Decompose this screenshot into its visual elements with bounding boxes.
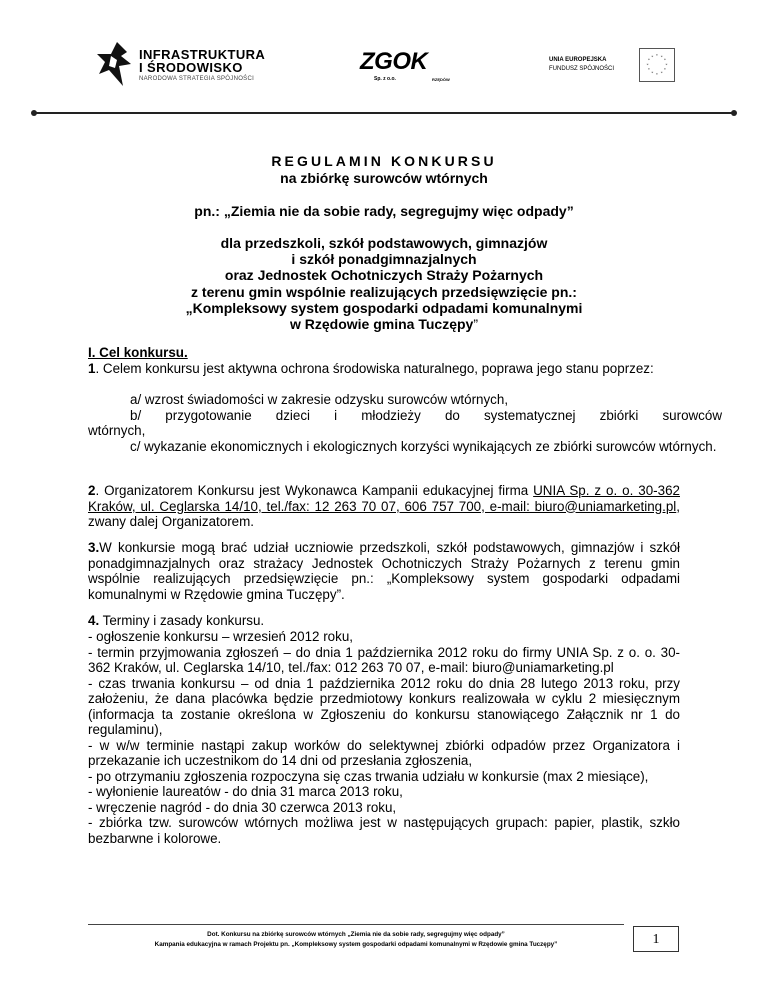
contest-name: pn.: „Ziemia nie da sobie rady, segregujmy więc odpady” — [194, 203, 574, 219]
list-item-c: c/ wykazanie ekonomicznych i ekologicznych korzyści wynikających ze zbiórki surowców wtórnych. — [130, 439, 717, 454]
paragraph-text: W konkursie mogą brać udział uczniowie przedszkoli, szkół podstawowych, gimnazjów i szkół ponadgimnazjalnych oraz strażacy Jednostek Ochotniczych Straży Pożarnych z terenu gmin wspólnie realizujących przedsięwzięcie pn.: „Kompleksowy system gospodarki odpadami komunalnymi w Rzędowie gmina Tuczępy”. — [88, 540, 680, 602]
footer-line-2: Kampania edukacyjna w ramach Projektu pn. „Kompleksowy system gospodarki odpadami komunalnymi w Rzędowie gmina Tuczępy” — [154, 941, 558, 948]
paragraph-text-end: , zwany dalej Organizatorem. — [88, 498, 680, 529]
list-item: - wyłonienie laureatów - do dnia 31 marca 2013 roku, — [88, 784, 403, 799]
list-item: - wręczenie nagród - do dnia 30 czerwca 2013 roku, — [88, 799, 397, 815]
audience-block — [60, 235, 708, 332]
audience-line: z terenu gmin wspólnie realizujących przedsięwzięcie pn.: — [191, 283, 577, 300]
svg-text:*: * — [664, 67, 666, 72]
list-item-b-cont: wtórnych, — [88, 423, 146, 438]
svg-text:*: * — [651, 70, 654, 75]
list-item-a: a/ wzrost świadomości w zakresie odzysku surowców wtórnych, — [130, 392, 509, 407]
paragraph-text: Terminy i zasady konkursu. — [99, 613, 265, 628]
list-item-b: b/ przygotowanie dzieci i młodzieży do systematycznej zbiórki surowców — [130, 408, 722, 423]
paragraph-4-heading — [88, 613, 680, 629]
list-item: - ogłoszenie konkursu – wrzesień 2012 roku, — [88, 629, 353, 644]
document-title: REGULAMIN KONKURSU — [271, 153, 497, 169]
logo-eu — [549, 48, 679, 82]
paragraph-1 — [88, 361, 680, 377]
logo-zgok-sub: Sp. z o.o. — [374, 76, 396, 82]
audience-line-text: w Rzędowie gmina Tuczępy — [290, 316, 474, 333]
paragraph-number: 4. — [88, 613, 100, 628]
svg-text:*: * — [656, 72, 658, 77]
audience-line: „Kompleksowy system gospodarki odpadami komunalnymi — [185, 299, 583, 316]
paragraph-text: . Celem konkursu jest aktywna ochrona środowiska naturalnego, poprawa jego stanu poprzez: — [95, 361, 654, 376]
svg-text:*: * — [651, 54, 654, 59]
section-heading: I. Cel konkursu. — [88, 345, 188, 360]
list-item: - termin przyjmowania zgłoszeń – do dnia 1 października 2012 roku do firmy UNIA Sp. z o. o. 30-362 Kraków, ul. Ceglarska 14/10, tel./fax: 012 263 70 07, e-mail: biuro@uniamarketing.pl — [88, 644, 680, 675]
audience-line — [60, 316, 708, 332]
svg-text:*: * — [648, 58, 650, 63]
svg-text:*: * — [648, 67, 650, 72]
logo-mark-icon — [97, 42, 133, 86]
logo-text-3: NARODOWA STRATEGIA SPÓJNOŚCI — [139, 76, 255, 82]
paragraph-2 — [88, 483, 680, 530]
logo-text-2: I ŚRODOWISKO — [139, 60, 243, 75]
paragraph-number: 2 — [88, 483, 96, 498]
footer-line-1: Dot. Konkursu na zbiórkę surowców wtórnych „Ziemia nie da sobie rady, segregujmy więc odpady” — [207, 931, 505, 938]
svg-text:*: * — [660, 70, 663, 75]
audience-line: dla przedszkoli, szkół podstawowych, gimnazjów — [220, 235, 548, 251]
svg-text:*: * — [656, 53, 658, 58]
logo-zgok — [358, 48, 468, 84]
paragraph-text: . Organizatorem Konkursu jest Wykonawca Kampanii edukacyjnej firma — [95, 483, 534, 498]
svg-text:*: * — [665, 62, 668, 67]
header-divider — [34, 112, 734, 114]
audience-line: oraz Jednostek Ochotniczych Straży Pożarnych — [224, 267, 544, 284]
divider-dot-left — [31, 110, 37, 116]
paragraph-3 — [88, 540, 680, 602]
footer-divider — [88, 924, 624, 925]
divider-dot-right — [731, 110, 737, 116]
logo-zgok-name: ZGOK — [360, 48, 428, 75]
list-item: - w w/w terminie nastąpi zakup worków do selektywnej zbiórki odpadów przez Organizatora i przekazanie ich uczestnikom do 14 dni od przesłania zgłoszenia, — [88, 737, 680, 768]
logo-eu-text-1: UNIA EUROPEJSKA — [549, 57, 607, 63]
eu-flag-icon — [639, 48, 675, 82]
list-item: - zbiórka tzw. surowców wtórnych możliwa jest w następujących grupach: papier, plastik, szkło bezbarwne i kolorowe. — [88, 815, 680, 846]
page-number: 1 — [633, 926, 679, 952]
logo-zgok-place: RZĘDÓW — [432, 77, 450, 82]
audience-line: i szkół ponadgimnazjalnych — [291, 251, 477, 268]
logo-text-1: INFRASTRUKTURA — [139, 47, 266, 62]
paragraph-number: 3. — [88, 540, 100, 555]
svg-text:*: * — [664, 58, 666, 63]
document-subtitle: na zbiórkę surowców wtórnych — [280, 170, 488, 186]
svg-text:*: * — [646, 62, 649, 67]
organizer-contact-link[interactable]: UNIA Sp. z o. o. 30-362 Kraków, ul. Ceglarska 14/10, tel./fax: 12 263 70 07, 606 757 700, e-mail: biuro@uniamarketing.pl — [88, 483, 680, 514]
paragraph-number: 1 — [88, 361, 96, 376]
logo-eu-text-2: FUNDUSZ SPÓJNOŚCI — [549, 66, 615, 72]
closing-quote: ” — [473, 316, 478, 333]
logo-infrastruktura — [97, 42, 267, 88]
list-item: - czas trwania konkursu – od dnia 1 października 2012 roku do dnia 28 lutego 2013 roku, przy założeniu, że dana placówka będzie przedmiotowy konkurs realizowała w cyklu 2 miesięcznym (informacja ta zostanie określona w Zgłoszeniu do konkursu stanowiącego Załącznik nr 1 do regulaminu), — [88, 675, 680, 737]
terms-list — [88, 629, 680, 846]
svg-text:*: * — [660, 54, 663, 59]
list-item: - po otrzymaniu zgłoszenia rozpoczyna się czas trwania udziału w konkursie (max 2 miesiące), — [88, 768, 649, 784]
